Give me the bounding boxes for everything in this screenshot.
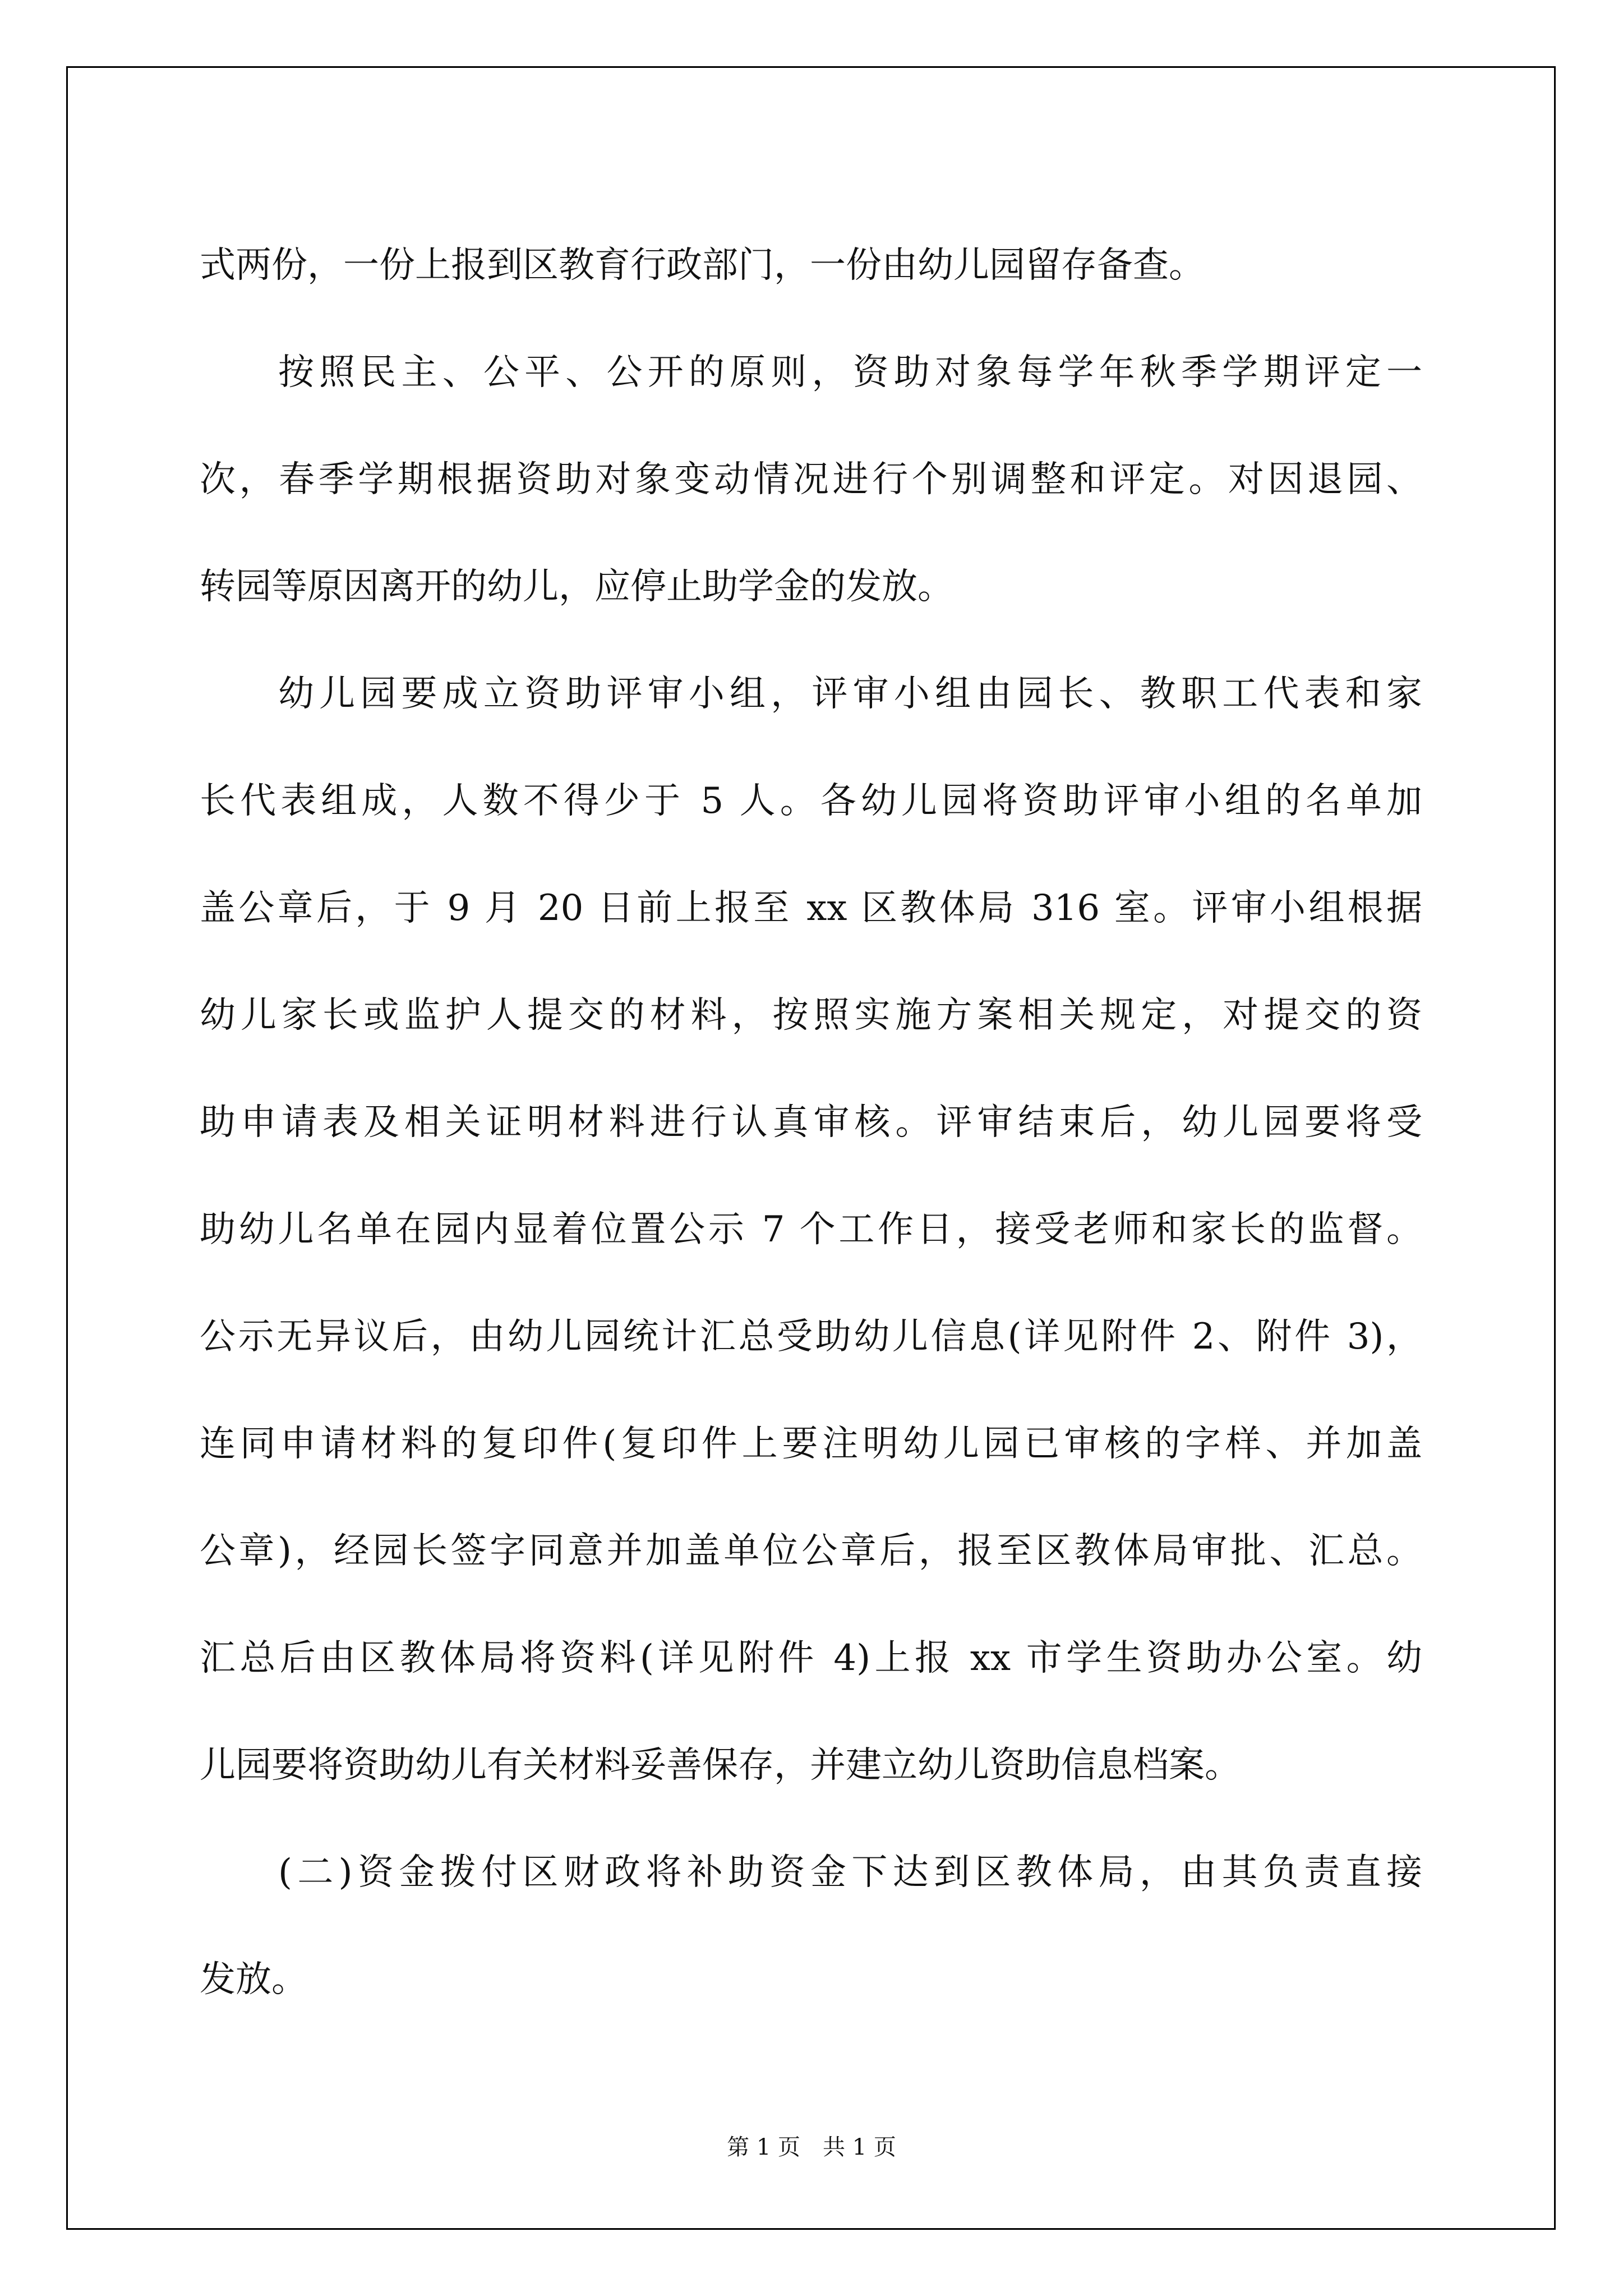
text-line: 式两份，一份上报到区教育行政部门，一份由幼儿园留存备查。 (200, 245, 1205, 286)
text-line: 公章)，经园长签字同意并加盖单位公章后，报至区教体局审批、汇总。 (200, 1530, 1422, 1572)
text-line: 长代表组成，人数不得少于 5 人。各幼儿园将资助评审小组的名单加 (200, 780, 1422, 822)
text-line: 幼儿园要成立资助评审小组，评审小组由园长、教职工代表和家 (278, 673, 1422, 715)
text-line: 按照民主、公平、公开的原则，资助对象每学年秋季学期评定一 (278, 352, 1422, 393)
text-line: 盖公章后，于 9 月 20 日前上报至 xx 区教体局 316 室。评审小组根据 (200, 887, 1422, 929)
text-line: (二)资金拨付区财政将补助资金下达到区教体局，由其负责直接 (278, 1852, 1422, 1893)
text-line: 汇总后由区教体局将资料(详见附件 4)上报 xx 市学生资助办公室。幼 (200, 1637, 1422, 1679)
text-line: 助幼儿名单在园内显着位置公示 7 个工作日，接受老师和家长的监督。 (200, 1209, 1422, 1250)
text-line: 转园等原因离开的幼儿，应停止助学金的发放。 (200, 566, 953, 608)
text-line: 发放。 (200, 1959, 307, 2000)
text-line: 连同申请材料的复印件(复印件上要注明幼儿园已审核的字样、并加盖 (200, 1423, 1422, 1465)
text-line: 幼儿家长或监护人提交的材料，按照实施方案相关规定，对提交的资 (200, 995, 1422, 1036)
text-line: 次，春季学期根据资助对象变动情况进行个别调整和评定。对因退园、 (200, 459, 1422, 500)
text-line: 儿园要将资助幼儿有关材料妥善保存，并建立幼儿资助信息档案。 (200, 1745, 1241, 1786)
document-body (200, 212, 1422, 2033)
text-line: 助申请表及相关证明材料进行认真审核。评审结束后，幼儿园要将受 (200, 1102, 1422, 1143)
text-line: 公示无异议后，由幼儿园统计汇总受助幼儿信息(详见附件 2、附件 3)， (200, 1316, 1422, 1358)
page-footer: 第 1 页 共 1 页 (727, 2134, 896, 2160)
